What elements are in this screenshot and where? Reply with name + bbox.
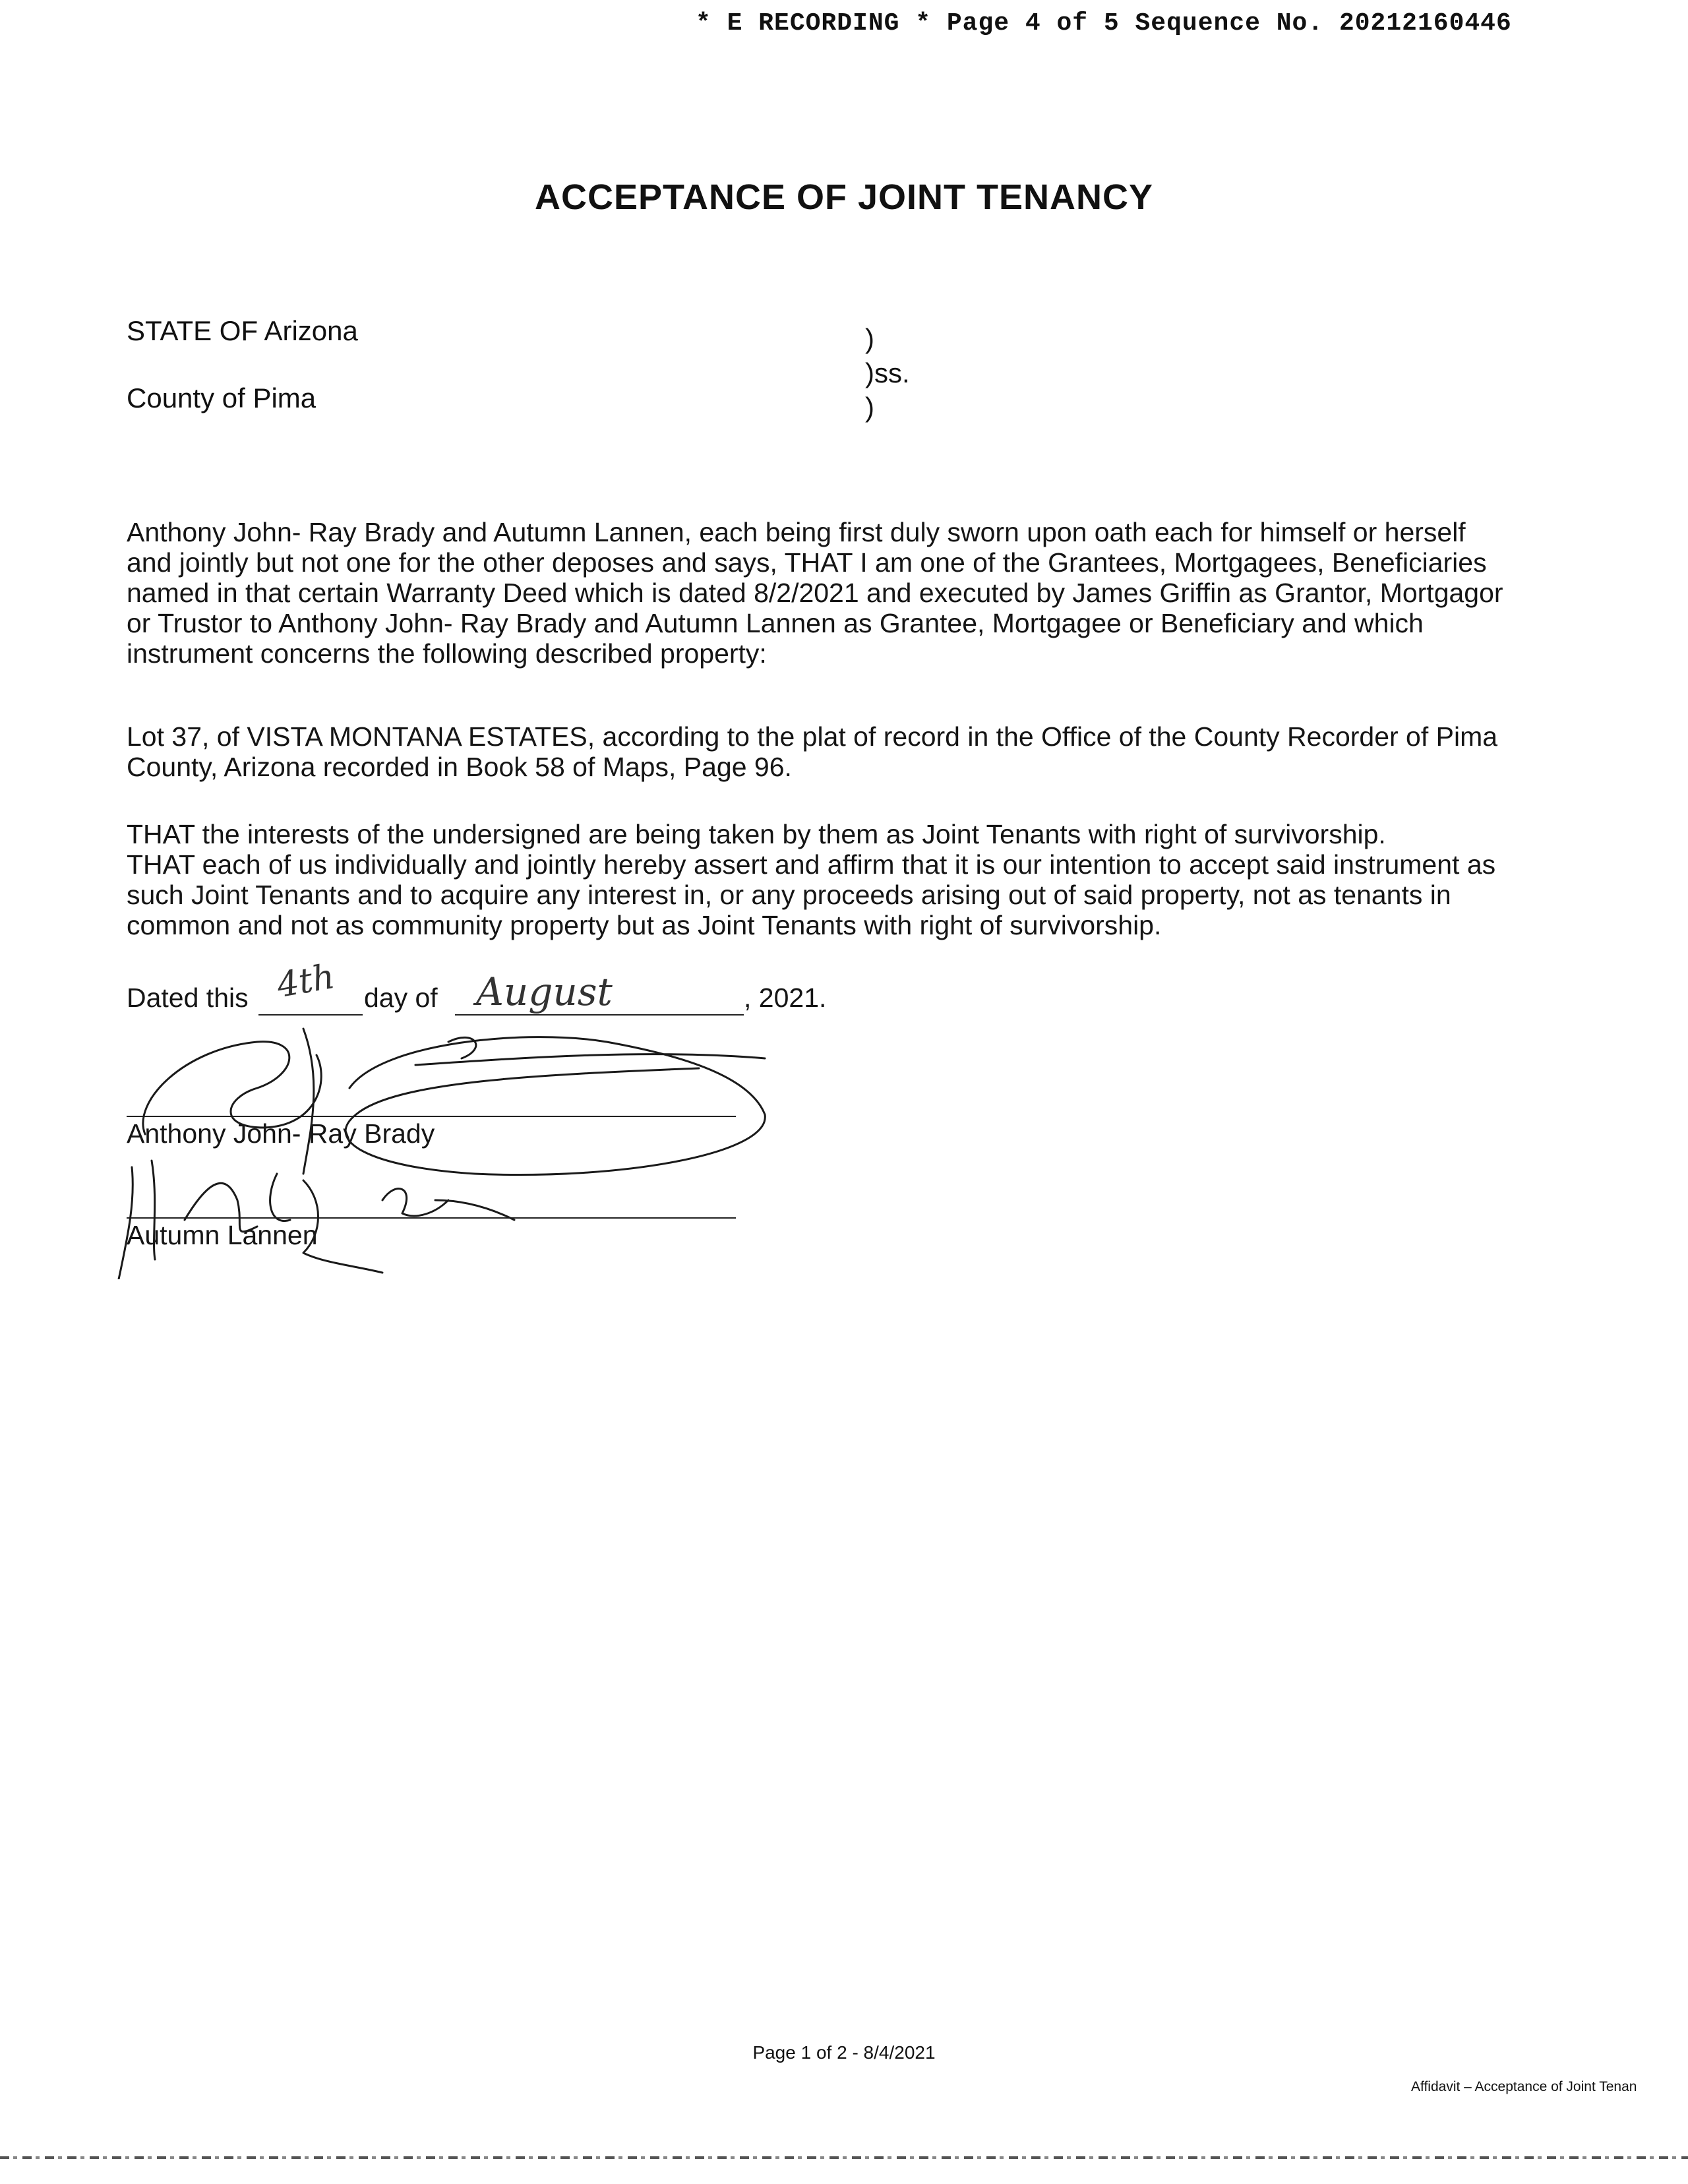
- property-description: [127, 721, 1604, 782]
- recording-stamp: * E RECORDING * Page 4 of 5 Sequence No. 20212160446: [696, 9, 1512, 38]
- venue-state: STATE OF Arizona: [127, 315, 358, 346]
- scan-edge-line: [0, 2156, 1688, 2159]
- document-title: ACCEPTANCE OF JOINT TENANCY: [534, 177, 1154, 217]
- venue-paren-top: ): [865, 323, 874, 354]
- text-line: and jointly but not one for the other deposes and says, THAT I am one of the Grantees, Mortgagees, Beneficiaries: [127, 547, 1487, 578]
- venue-paren-bottom: ): [865, 392, 874, 423]
- oath-paragraph: [127, 517, 1604, 669]
- text-line: Anthony John- Ray Brady and Autumn Lannen, each being first duly sworn upon oath each for himself or herself: [127, 517, 1466, 547]
- footer-page-label: Page 1 of 2 - 8/4/2021: [752, 2042, 936, 2063]
- signatory-name-2: Autumn Lannen: [127, 1220, 318, 1250]
- signature-autumn: [119, 1161, 514, 1279]
- text-line: such Joint Tenants and to acquire any interest in, or any proceeds arising out of said property, not as tenants in: [127, 880, 1451, 910]
- venue-county: County of Pima: [127, 382, 316, 413]
- signature-scribbles: [106, 1002, 778, 1279]
- text-line: THAT the interests of the undersigned are being taken by them as Joint Tenants with right of survivorship.: [127, 819, 1386, 849]
- signature-anthony: [143, 1029, 765, 1175]
- text-line: named in that certain Warranty Deed which is dated 8/2/2021 and executed by James Griffin as Grantor, Mortgagor: [127, 578, 1503, 608]
- handwritten-day: 4th: [274, 956, 338, 1006]
- text-line: Lot 37, of VISTA MONTANA ESTATES, according to the plat of record in the Office of the County Recorder of Pima: [127, 721, 1498, 752]
- dated-prefix: Dated this: [127, 983, 249, 1013]
- dated-suffix: , 2021.: [744, 983, 827, 1013]
- text-line: common and not as community property but as Joint Tenants with right of survivorship.: [127, 910, 1162, 940]
- handwritten-month: August: [476, 969, 613, 1014]
- text-line: instrument concerns the following described property:: [127, 638, 767, 669]
- text-line: or Trustor to Anthony John- Ray Brady and Autumn Lannen as Grantee, Mortgagee or Beneficiary and which: [127, 608, 1424, 638]
- text-line: THAT each of us individually and jointly hereby assert and affirm that it is our intention to accept said instrument as: [127, 849, 1496, 880]
- dated-middle: day of: [364, 983, 438, 1013]
- footer-document-label: Affidavit – Acceptance of Joint Tenan: [1411, 2079, 1637, 2094]
- signatory-name-1: Anthony John- Ray Brady: [127, 1118, 435, 1149]
- venue-ss: )ss.: [865, 357, 910, 388]
- joint-tenancy-statement: [127, 819, 1604, 940]
- text-line: County, Arizona recorded in Book 58 of Maps, Page 96.: [127, 752, 792, 782]
